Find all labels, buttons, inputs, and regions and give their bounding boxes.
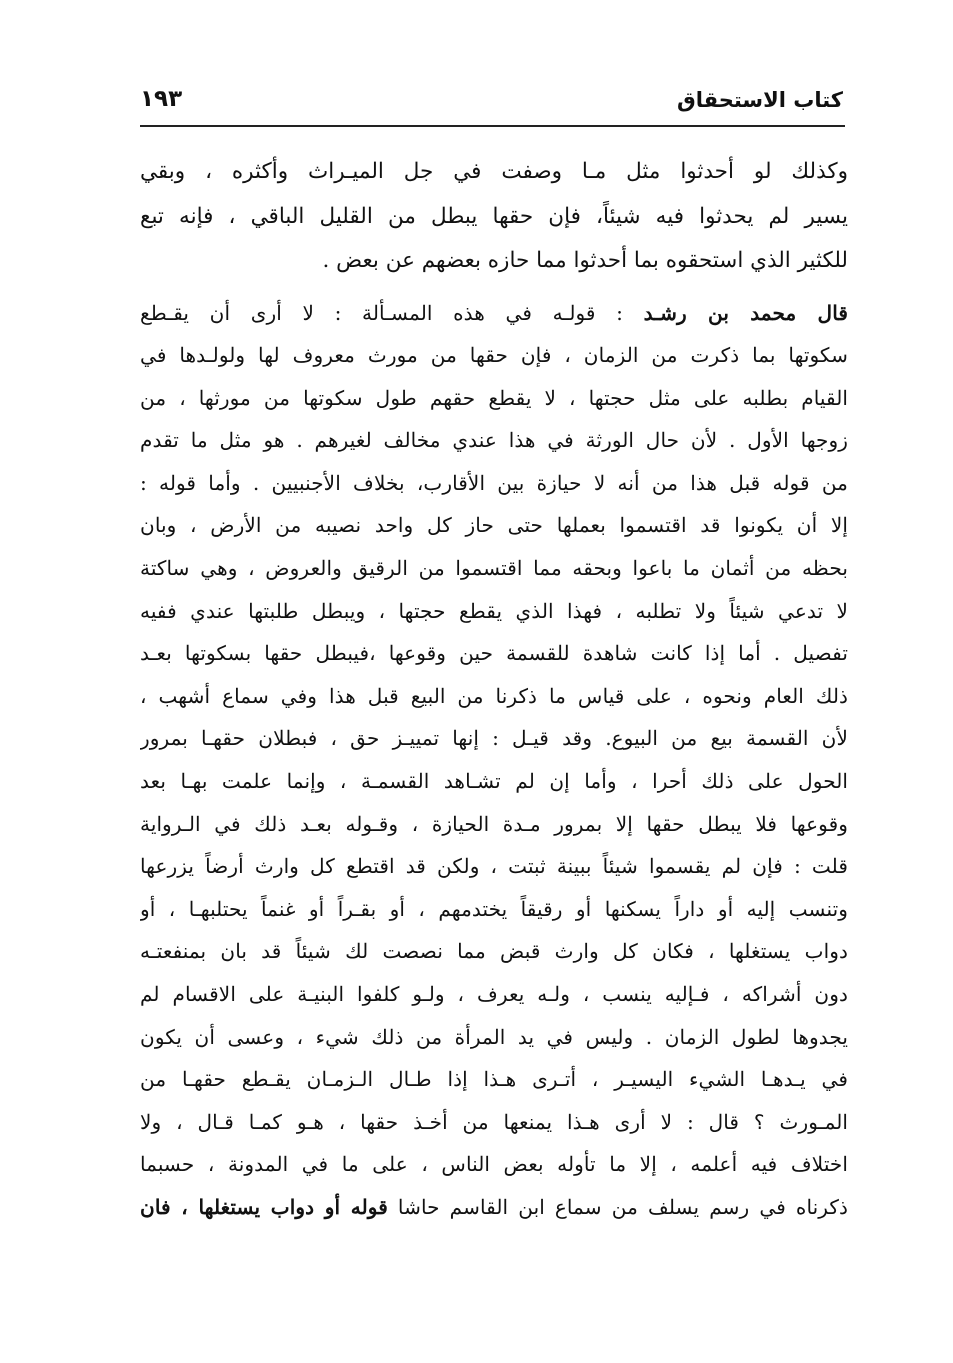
paragraph-2 bbox=[140, 292, 848, 1229]
text-line: من قوله قبل هذا من أنه لا حيازة بين الأقارب، بخلاف الأجنبيين . وأما قوله : bbox=[140, 470, 848, 495]
text-line: بحظه من أثمان ما باعوا وبحقه مما اقتسموا من الرقيق والعروض ، وهي ساكتة bbox=[140, 556, 848, 581]
text-line bbox=[140, 1186, 848, 1229]
text-line: لأن القسمة بيع من البيوع. وقد قيـل : إنها تمييـز حق ، فبطلان حقهـا بمرور bbox=[140, 726, 848, 751]
text-fragment: : قولـه في هذه المسـألة : لا أرى أن يقـطع bbox=[140, 300, 644, 325]
text-line: دون أشراكه ، فـإليه ينسب ، ولـه يعرف ، ولـو كلفوا البنيـة على الاقسام لم bbox=[140, 982, 848, 1006]
text-line: وكذلك لو أحدثوا مثل مـا وصفت في جل الميـراث وأكثره ، وبقي bbox=[140, 159, 848, 184]
text-fragment: ذكرناه في رسم يسلف من سماع ابن القاسم حاشا bbox=[387, 1194, 848, 1219]
text-line: يسير لم يحدثوا فيه شيئاً، فإن حقها يبطل من القليل الباقي ، فإنه تبع bbox=[140, 203, 848, 229]
header-rule bbox=[140, 125, 845, 127]
speaker-name: قال محمد بن رشـد bbox=[643, 300, 848, 325]
text-line: لا تدعي شيئاً ولا تطلبه ، فهذا الذي يقطع حجتها ، ويبطل طلبتها عندي ففيه bbox=[140, 598, 848, 623]
chapter-title: كتاب الاستحقاق bbox=[676, 88, 843, 112]
body-text bbox=[140, 150, 848, 1229]
text-line: يجدوها لطول الزمان . وليس في يد المرأة من ذلك شيء ، وعسى أن يكون bbox=[140, 1024, 848, 1049]
page-number: ١٩٣ bbox=[140, 86, 183, 112]
text-line: في يـدهـا الشيء اليسيـر ، أتـرى هـذا إذا طـال الـزمـان يقـطع حقهـا من bbox=[140, 1067, 848, 1092]
text-line: دواب يستغلها ، فكان كل وارث قبض مما نصصت لك شيئاً قد بان بمنفعتـه bbox=[140, 939, 848, 964]
text-line: للكثير الذي استحقوه بما أحدثوا مما حازه بعضهم عن بعض . bbox=[322, 248, 848, 273]
text-line: وقوعها فلا يبطل حقها إلا بمرور مـدة الحيازة ، وقـوله بعـد ذلك في الـرواية bbox=[140, 811, 848, 836]
text-line: تفصيل . أما إذا كانت شاهدة للقسمة حين وقوعها ،فيبطل حقها بسكوتها بعـد bbox=[140, 641, 848, 666]
quoted-text: قوله أو دواب يستغلها ، فان bbox=[140, 1194, 388, 1219]
text-line: قلت : فإن لم يقسموا شيئاً ببينة ثبتت ، ولكن قد اقتطع كل وارث أرضاً يزرعها bbox=[140, 854, 848, 879]
text-line: القيام بطلبه على مثل حجتها ، لا يقطع حقهم طول سكوتها من مورثها ، من bbox=[140, 385, 848, 410]
text-line: ذلك العام ونحوه ، على قياس ما ذكرنا من البيع قبل هذا وفي سماع أشهب ، bbox=[140, 683, 848, 708]
running-header bbox=[140, 84, 843, 120]
text-line: المـورث ؟ قال : لا أرى هـذا يمنعها من أخـذ حقها ، هـو كمـا قـال ، ولا bbox=[140, 1109, 848, 1134]
text-line: اختلاف فيه أعلمه ، إلا ما تأوله بعض الناس ، على ما في المدونة ، حسبما bbox=[140, 1152, 848, 1177]
text-line: وتنسب إليه أو داراً يسكنها أو رقيقاً يختدمهم ، أو بقـراً أو غنماً يحتلبهـا ، أو bbox=[140, 896, 848, 921]
text-line: الحول على ذلك أحرا ، وأما إن لم تشـاهد القسمـة ، وإنما علمت بهـا بعد bbox=[140, 769, 848, 794]
text-line bbox=[140, 292, 848, 335]
paragraph-1 bbox=[140, 150, 848, 284]
text-line: زوجها الأول . لأن حال الورثة في هذا عندي مخالف لغيرهم . هو مثل ما تقدم bbox=[140, 428, 848, 453]
text-line: إلا أن يكونوا قد اقتسموا بعملها حتى حاز كل واحد نصيبه من الأرض ، وبان bbox=[140, 513, 848, 538]
text-line: سكوتها بما ذكرت من الزمان ، فإن حقها من مورث معروف لها ولولـدها في bbox=[140, 343, 848, 368]
